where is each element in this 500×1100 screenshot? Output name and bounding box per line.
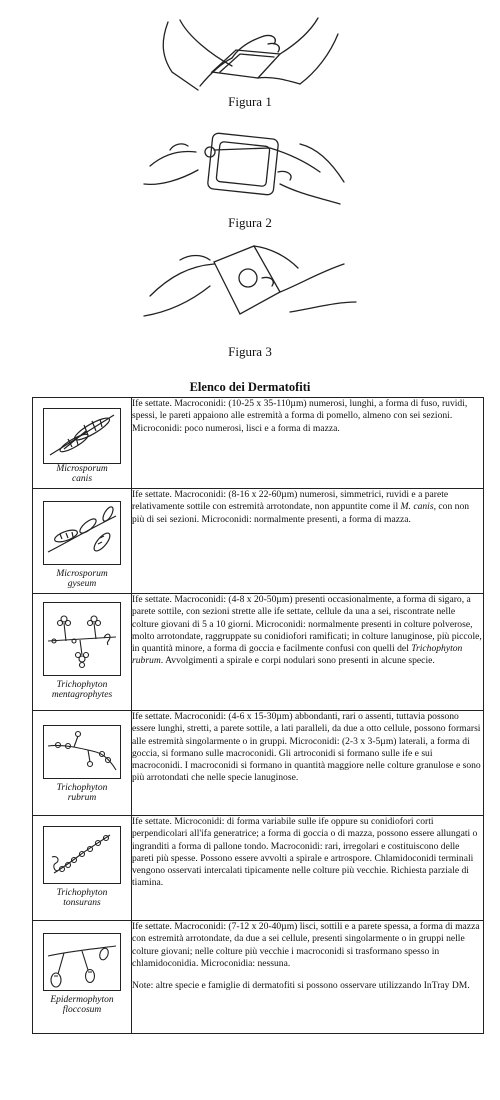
species-name-genus: Epidermophyton	[50, 995, 114, 1005]
dermatophyte-table	[32, 397, 484, 1034]
species-image-cell	[33, 816, 132, 921]
species-image-cell	[33, 711, 132, 816]
species-description: Ife settate. Macroconidi: (7-12 x 20-40µm) lisci, sottili e a parete spessa, a forma di mazza con estremità arrotondate, da due a sei cellule, presenti singolarmente o in gruppi nelle colture giovani; nelle colture più vecchie i macroconidi si trasformano spesso in chlamidoconidia. Microconidia: nessuna. Note: altre specie e famiglie di dermatofiti si possono osservare utilizzando InTray DM.	[132, 921, 484, 1034]
species-name-epithet: rubrum	[67, 793, 97, 803]
species-name-epithet: tonsurans	[63, 898, 101, 908]
species-name-genus: Microsporum	[56, 569, 108, 579]
species-name-epithet: mentagrophytes	[51, 690, 113, 700]
dermatophyte-list-title: Elenco dei Dermatofiti	[189, 380, 311, 394]
table-note: Note: altre specie e famiglie di dermatofiti si possono osservare utilizzando InTray DM.	[132, 980, 470, 992]
figure-3	[0, 238, 500, 363]
species-name-epithet: gyseum	[67, 579, 97, 589]
species-image-cell	[33, 489, 132, 594]
species-description: Ife settate. Microconidi: di forma variabile sulle ife oppure su conidiofori corti perpendicolari all'ifa generatrice; a forma di goccia o di mazza, possono essere allungati o ingranditi a forma di pallone tondo. Macroconidi: rari, irregolari e costituiscono delle pareti più spesse. Possono essere avvolti a spirale e artrospore. Chlamidoconidi terminali vengono osservati intercalati tipicamente nelle colture più vecchie. Richiesta parziale di tiamina.	[132, 816, 484, 921]
species-name-genus: Trichophyton	[56, 888, 108, 898]
table-row	[33, 398, 484, 489]
hands-closing-tray-drawing	[130, 242, 370, 328]
hands-inoculating-tray-drawing	[130, 124, 370, 210]
figure-2	[0, 120, 500, 230]
hands-opening-tray-drawing	[140, 14, 360, 96]
table-row	[33, 921, 484, 1034]
species-name-genus: Trichophyton	[56, 680, 108, 690]
species-description: Ife settate. Macroconidi: (10-25 x 35-110µm) numerosi, lunghi, a forma di fuso, ruvidi, spessi, le pareti appaiono alle estremità a forma di pomello, almeno con sei sezioni. Microconidi: poco numerosi, lisci e a forma di mazza.	[132, 398, 484, 489]
figure-2-caption: Figura 2	[228, 215, 272, 230]
table-row	[33, 594, 484, 711]
species-name-genus: Microsporum	[56, 464, 108, 474]
species-image-cell	[33, 921, 132, 1034]
table-row	[33, 711, 484, 816]
trichophyton-rubrum-illustration	[43, 725, 121, 779]
table-row	[33, 816, 484, 921]
epidermophyton-floccosum-illustration	[43, 933, 121, 991]
species-image-cell	[33, 398, 132, 489]
species-image-cell	[33, 594, 132, 711]
microsporum-canis-illustration	[43, 408, 121, 464]
figure-1	[0, 10, 500, 115]
species-name-epithet: floccosum	[62, 1005, 102, 1015]
species-description: Ife settate. Macroconidi: (4-8 x 20-50µm) presenti occasionalmente, a forma di sigaro, a parete sottile, con sezioni strette alle ife settate, cellule da una a sei, riscontrate nelle colture giovani di 5 a 10 giorni. Microconidi: normalmente presenti in colture polverose, molto arrotondate, raggruppate su conidiofori ramificati; in colture lanuginose, più piccole, in quantità minore, a forma di goccia e facilmente confusi con quelli del Trichophyton rubrum. Avvolgimenti a spirale e corpi nodulari sono presenti in alcune specie.	[132, 594, 484, 711]
trichophyton-mentagrophytes-illustration	[43, 602, 121, 676]
figure-3-caption: Figura 3	[228, 344, 272, 359]
trichophyton-tonsurans-illustration	[43, 826, 121, 884]
species-name-genus: Trichophyton	[56, 783, 108, 793]
figure-1-caption: Figura 1	[228, 94, 272, 109]
microsporum-gypseum-illustration	[43, 501, 121, 565]
species-description: Ife settate. Macroconidi: (4-6 x 15-30µm) abbondanti, rari o assenti, tuttavia possono essere lunghi, stretti, a parete sottile, a lati paralleli, da due a otto cellule, possono formarsi alle estremità singolarmente o in gruppi. Microconidi: (2-3 x 3-5µm) laterali, a forma di goccia, si formano sulle macroconidi. Gli artroconidi si formano sulle ife e sui macroconidi. I macroconidi si formano in quantità maggiore nelle colture granulose e sono più arrotondati che nelle specie lanuginose.	[132, 711, 484, 816]
species-description: Ife settate. Macroconidi: (8-16 x 22-60µm) numerosi, simmetrici, ruvidi e a parete relativamente sottile con estremità arrotondate, non appuntite come il M. canis, con non più di sei sezioni. Microconidi: normalmente presenti, a forma di mazza.	[132, 489, 484, 594]
table-row	[33, 489, 484, 594]
species-name-epithet: canis	[71, 474, 93, 484]
